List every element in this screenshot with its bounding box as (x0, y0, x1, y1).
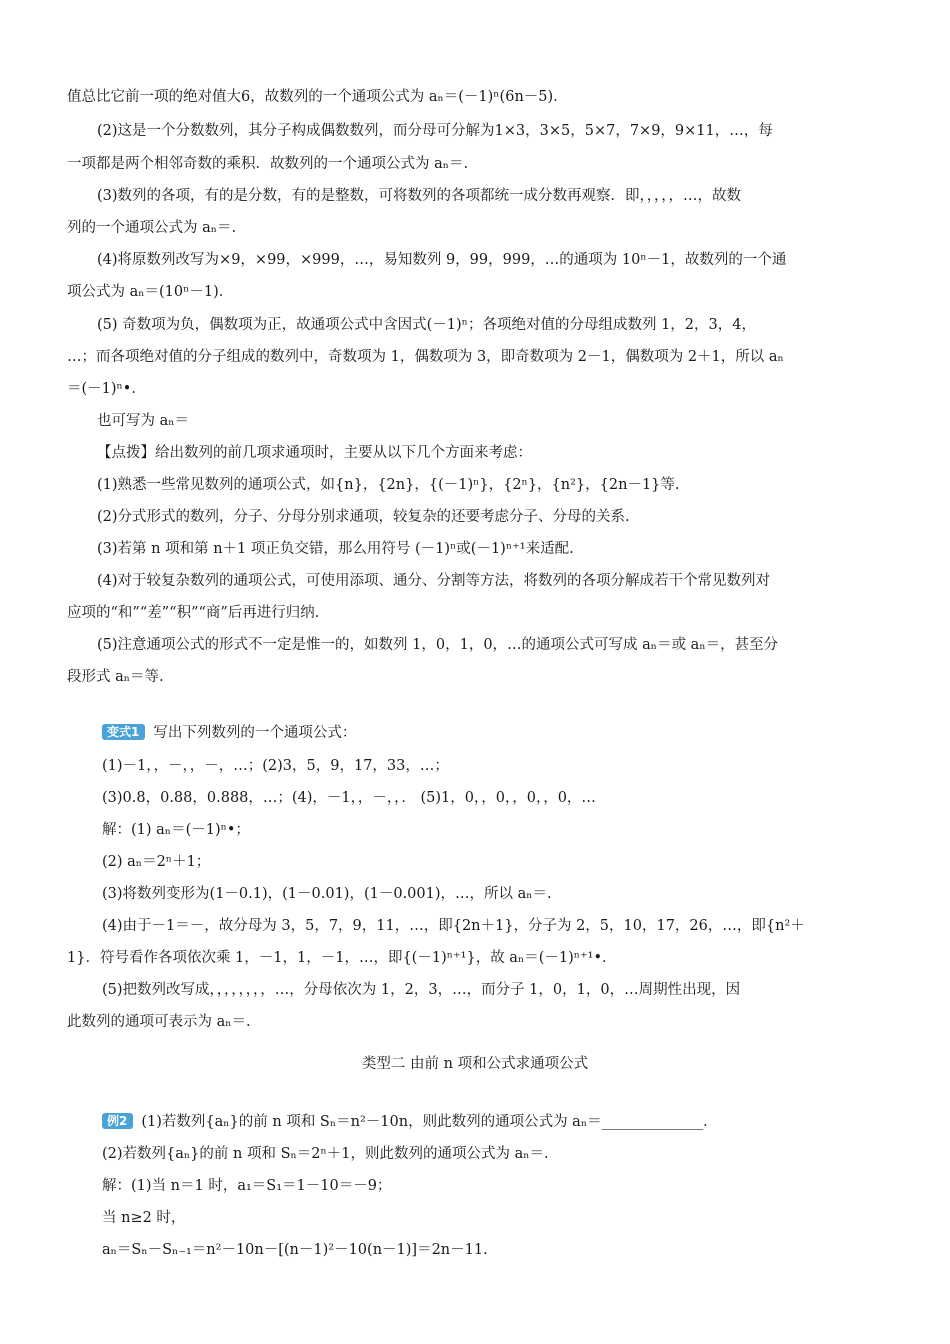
text-line: (4)将原数列改写为×9，×99，×999，…，易知数列 9，99，999，…的通项为 10ⁿ－1，故数列的一个通 (97, 252, 787, 268)
example-badge: 例2 (102, 1113, 133, 1129)
text-line: (2)这是一个分数数列，其分子构成偶数数列，而分母可分解为1×3，3×5，5×7，7×9，9×11，…，每 (97, 123, 773, 139)
text-line: (3)将数列变形为(1－0.1)，(1－0.01)，(1－0.001)，…，所以 aₙ＝. (102, 886, 552, 902)
text-line: 段形式 aₙ＝等. (67, 669, 164, 685)
text-line: 也可写为 aₙ＝ (97, 413, 190, 429)
text-line: (1)－1，，－，，－，…；(2)3，5，9，17，33，…； (102, 758, 449, 774)
example-heading (0, 1112, 950, 1132)
text-line: 应项的“和”“差”“积”“商”后再进行归纳. (67, 605, 320, 621)
text-line: (3)若第 n 项和第 n＋1 项正负交错，那么用符号 (－1)ⁿ或(－1)ⁿ⁺¹来适配. (97, 541, 574, 557)
text-line: 一项都是两个相邻奇数的乘积．故数列的一个通项公式为 aₙ＝. (67, 156, 469, 172)
text-line: (3)0.8，0.88，0.888，…；(4)，－1，，－，，． (5)1，0，，0，，0，，0，… (102, 790, 596, 806)
text-line: (2)若数列{aₙ}的前 n 项和 Sₙ＝2ⁿ＋1，则此数列的通项公式为 aₙ＝. (102, 1146, 549, 1162)
variant-prompt: 写出下列数列的一个通项公式： (153, 725, 357, 741)
text-line: 此数列的通项可表示为 aₙ＝. (67, 1014, 251, 1030)
variant-badge: 变式1 (102, 724, 145, 740)
text-line: (1)熟悉一些常见数列的通项公式，如{n}，{2n}，{(－1)ⁿ}，{2ⁿ}，{n²}，{2n－1}等. (97, 477, 680, 493)
text-line: (2)分式形式的数列，分子、分母分别求通项，较复杂的还要考虑分子、分母的关系. (97, 509, 630, 525)
text-line: …；而各项绝对值的分子组成的数列中，奇数项为 1，偶数项为 3，即奇数项为 2－1，偶数项为 2＋1，所以 aₙ (67, 349, 784, 365)
text-line: (5)把数列改写成，，，，，，，，…，分母依次为 1，2，3，…，而分子 1，0，1，0，…周期性出现，因 (102, 982, 741, 998)
text-line: (4)对于较复杂数列的通项公式，可使用添项、通分、分割等方法，将数列的各项分解成若干个常见数列对 (97, 573, 771, 589)
text-line: (4)由于－1＝－，故分母为 3，5，7，9，11，…，即{2n＋1}，分子为 2，5，10，17，26，…，即{n²＋ (102, 918, 805, 934)
example-question-1: (1)若数列{aₙ}的前 n 项和 Sₙ＝n²－10n，则此数列的通项公式为 aₙ＝______________． (141, 1114, 718, 1130)
text-line: (5) 奇数项为负，偶数项为正，故通项公式中含因式(－1)ⁿ；各项绝对值的分母组成数列 1，2，3，4， (97, 317, 756, 333)
text-line: 列的一个通项公式为 aₙ＝. (67, 220, 237, 236)
section-title: 类型二 由前 n 项和公式求通项公式 (361, 1056, 589, 1072)
text-line: 解：(1) aₙ＝(－1)ⁿ•； (102, 822, 250, 838)
text-line: ＝(－1)ⁿ•． (67, 381, 146, 397)
text-line: 项公式为 aₙ＝(10ⁿ－1)． (67, 284, 234, 300)
text-line: 解：(1)当 n＝1 时，a₁＝S₁＝1－10＝－9； (102, 1178, 392, 1194)
tip-heading: 【点拨】给出数列的前几项求通项时，主要从以下几个方面来考虑： (97, 445, 532, 461)
text-line: (3)数列的各项，有的是分数，有的是整数，可将数列的各项都统一成分数再观察．即，，，，，…，故数 (97, 188, 742, 204)
text-line: (2) aₙ＝2ⁿ＋1； (102, 854, 211, 870)
text-line: 值总比它前一项的绝对值大6，故数列的一个通项公式为 aₙ＝(－1)ⁿ(6n－5)． (67, 89, 568, 105)
text-line: 1}．符号看作各项依次乘 1，－1，1，－1，…，即{(－1)ⁿ⁺¹}，故 aₙ＝(－1)ⁿ⁺¹•． (67, 950, 617, 966)
text-line: 当 n≥2 时， (102, 1210, 186, 1226)
text-line: (5)注意通项公式的形式不一定是惟一的，如数列 1，0，1，0，…的通项公式可写成 aₙ＝或 aₙ＝，甚至分 (97, 637, 779, 653)
variant-heading (0, 723, 950, 743)
text-line: aₙ＝Sₙ－Sₙ₋₁＝n²－10n－[(n－1)²－10(n－1)]＝2n－11. (102, 1242, 488, 1258)
